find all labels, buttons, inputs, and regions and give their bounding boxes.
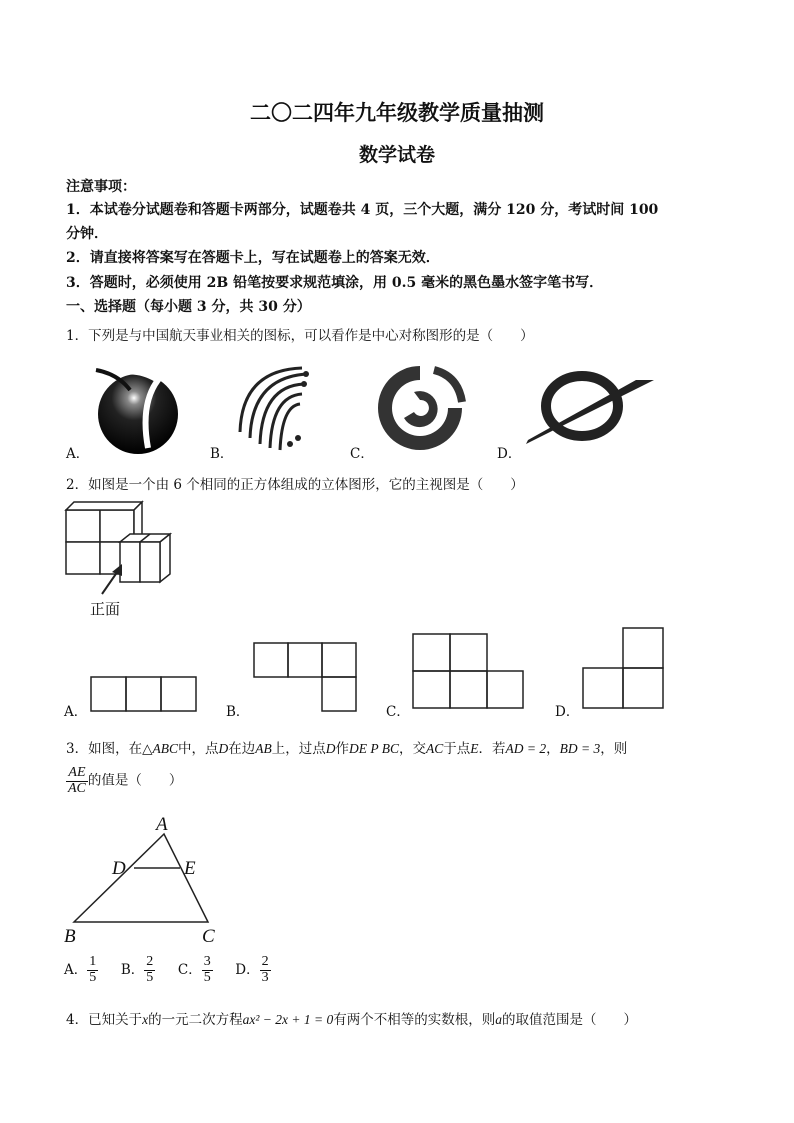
- icon-c-swirl: [374, 362, 466, 454]
- q2-option-c-view: [412, 633, 524, 709]
- section-heading: 一、选择题（每小题 3 分，共 30 分）: [66, 299, 311, 315]
- parallel-relation: DE P BC: [348, 741, 399, 756]
- q3-option-d[interactable]: D． $\frac{2}{3}$: [235, 954, 269, 985]
- front-arrow-icon: [98, 560, 138, 600]
- label-d: D: [112, 858, 126, 879]
- label-b: B: [64, 926, 76, 947]
- notice-item-1-cont: 分钟．: [66, 226, 108, 242]
- q2-option-b-view: [253, 642, 357, 712]
- label-c: C: [202, 926, 215, 947]
- label-a: A: [156, 814, 168, 835]
- q2-option-d-view: [582, 627, 664, 709]
- notice-item-1: 1．本试卷分试题卷和答题卡两部分，试题卷共 4 页，三个大题，满分 120 分，考试时间 100: [66, 202, 659, 218]
- q2-option-b[interactable]: B．: [226, 704, 250, 720]
- q1-option-a[interactable]: A．: [66, 446, 90, 462]
- notice-heading: 注意事项：: [66, 179, 136, 195]
- q3-option-a[interactable]: A． $\frac{1}{5}$: [64, 954, 97, 985]
- triangle-diagram: [62, 812, 226, 946]
- q1-option-d[interactable]: D．: [497, 446, 522, 462]
- q1-option-b[interactable]: B．: [210, 446, 234, 462]
- q1-option-c[interactable]: C．: [350, 446, 374, 462]
- front-label: 正面: [90, 600, 121, 618]
- q4-stem: 4．已知关于x的一元二次方程ax² − 2x + 1 = 0有两个不相等的实数根，则a的取值范围是（ ）: [66, 1012, 637, 1028]
- q3-stem-line2: $\frac{AE}{AC}$ 的值是（ ）: [68, 765, 183, 796]
- q3-stem-line1: 3．如图，在△ABC中，点D在边AB上，过点D作DE P BC，交AC于点E．若AD = 2，BD = 3，则: [66, 741, 628, 757]
- q2-stem: 2．如图是一个由 6 个相同的正方体组成的立体图形，它的主视图是（ ）: [66, 477, 524, 493]
- condition-bd: BD = 3: [559, 741, 601, 756]
- q2-option-c[interactable]: C．: [386, 704, 410, 720]
- quadratic-equation: ax² − 2x + 1 = 0: [242, 1012, 334, 1027]
- triangle-abc: △ABC: [142, 741, 178, 756]
- q1-stem: 1．下列是与中国航天事业相关的图标，可以看作是中心对称图形的是（ ）: [66, 328, 534, 344]
- ratio-fraction: $\frac{AE}{AC}$: [68, 765, 86, 796]
- label-e: E: [184, 858, 196, 879]
- page-title: 二〇二四年九年级教学质量抽测: [250, 100, 544, 125]
- q3-option-b[interactable]: B． $\frac{2}{5}$: [120, 954, 154, 985]
- notice-item-3: 3．答题时，必须使用 2B 铅笔按要求规范填涂，用 0.5 毫米的黑色墨水签字笔书写．: [66, 275, 604, 291]
- icon-d-orbit: [524, 370, 656, 450]
- q3-option-c[interactable]: C． $\frac{3}{5}$: [177, 954, 211, 985]
- q2-option-d[interactable]: D．: [555, 704, 580, 720]
- icon-a-sphere: [88, 360, 184, 456]
- icon-b-arcs: [232, 362, 324, 454]
- q3-options: [64, 955, 271, 985]
- page-subtitle: 数学试卷: [358, 144, 435, 166]
- q2-option-a-view: [90, 676, 198, 712]
- notice-item-2: 2．请直接将答案写在答题卡上，写在试题卷上的答案无效．: [66, 250, 440, 266]
- q2-option-a[interactable]: A．: [64, 704, 88, 720]
- condition-ad: AD = 2: [505, 741, 547, 756]
